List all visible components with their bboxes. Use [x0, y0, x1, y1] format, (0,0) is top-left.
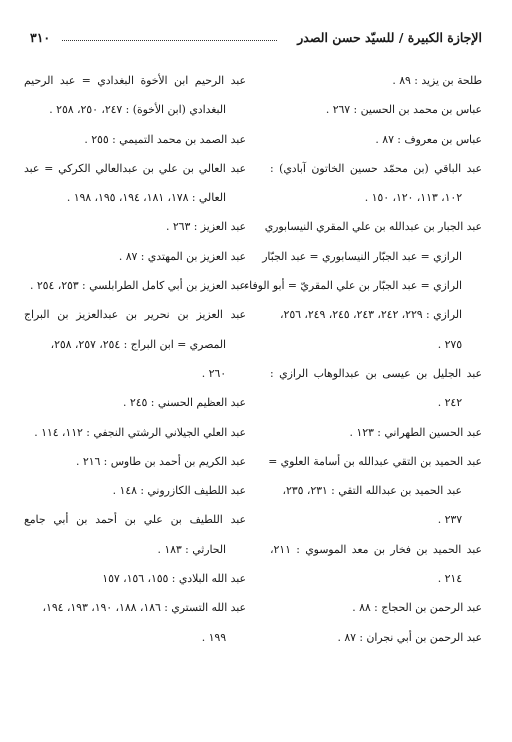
index-entry-line: عبد الجليل بن عيسى بن عبدالوهاب الرازي :	[270, 366, 482, 380]
index-entry-line: ٢٤٢ .	[437, 396, 462, 410]
page-header	[30, 30, 482, 52]
page-number: ٣١٠	[30, 30, 51, 45]
index-entry-line: الحارثي : ١٨٣ .	[157, 542, 226, 556]
index-entry-line: عبد اللطيف الكازروني : ١٤٨ .	[112, 484, 246, 498]
index-entry-line: البغدادي (ابن الأخوة) : ٢٤٧، ٢٥٠، ٢٥٨ .	[49, 103, 226, 117]
index-entry-line: ٢١٤ .	[437, 572, 462, 586]
index-entry-line: عبد العزيز بن نحرير بن عبدالعزيز بن البراج	[24, 308, 246, 322]
index-entry-line: الرازي = عبد الجبّار النيسابوري = عبد الجبّار	[262, 249, 462, 263]
index-entry-line: عبد الحسين الطهراني : ١٢٣ .	[349, 425, 482, 439]
header-dotted-leader	[62, 40, 277, 41]
index-entry-line: عبد الرحمن بن أبي نجران : ٨٧ .	[337, 630, 482, 644]
index-entry-line: الرازي : ٢٢٩، ٢٤٢، ٢٤٣، ٢٤٥، ٢٤٩، ٢٥٦،	[280, 308, 462, 322]
index-entry-line: عبد الحميد بن التقي عبدالله بن أسامة العلوي =	[268, 454, 482, 468]
index-entry-line: عبد العظيم الحسني : ٢٤٥ .	[123, 396, 246, 410]
index-entry-line: عباس بن محمد بن الحسين : ٢٦٧ .	[325, 103, 482, 117]
index-column-right	[244, 66, 482, 652]
index-entry-line: الرازي = عبد الجبّار بن علي المقريّ = أبو الوفاء	[244, 279, 462, 293]
index-entry-line: عبد العزيز بن المهتدي : ٨٧ .	[118, 249, 246, 263]
index-entry-line: ٢٣٧ .	[437, 513, 462, 527]
index-entry-line: ٢٦٠ .	[201, 366, 226, 380]
running-title: الإجازة الكبيرة / للسيّد حسن الصدر	[297, 30, 482, 45]
index-entry-line: عبد الرحمن بن الحجاج : ٨٨ .	[352, 601, 482, 615]
index-entry-line: عبد الرحيم ابن الأخوة البغدادي = عبد الرحيم	[24, 74, 246, 87]
index-entry-line: عبد اللطيف بن علي بن أحمد بن أبي جامع	[24, 513, 246, 527]
index-column-left	[24, 66, 246, 652]
index-entry-line: عبد الله البلادي : ١٥٥، ١٥٦، ١٥٧	[102, 572, 246, 586]
index-entry-line: عبد الباقي (بن محمّد حسين الخاتون آبادي) :	[270, 161, 482, 175]
index-entry-line: طلحة بن يزيد : ٨٩ .	[392, 74, 482, 87]
index-entry-line: عبد الكريم بن أحمد بن طاوس : ٢١٦ .	[75, 454, 246, 468]
index-entry-line: ٢٧٥ .	[437, 337, 462, 351]
index-entry-line: ١٠٢، ١١٣، ١٢٠، ١٥٠ .	[364, 191, 462, 205]
index-entry-line: عبد الجبار بن عبدالله بن علي المقري النيسابوري	[264, 220, 482, 234]
index-entry-line: عبد العزيز بن أبي كامل الطرابلسي : ٢٥٣، ٢٥٤ .	[30, 279, 246, 293]
index-entry-line: العالي : ١٧٨، ١٨١، ١٩٤، ١٩٥، ١٩٨ .	[66, 191, 226, 205]
index-entry-line: عبد الحميد بن فخار بن معد الموسوي : ٢١١،	[270, 542, 482, 556]
index-entry-line: عبد الله التستري : ١٨٦، ١٨٨، ١٩٠، ١٩٣، ١٩٤،	[42, 601, 246, 615]
index-entry-line: عبد الحميد بن عبدالله التقي : ٢٣١، ٢٣٥،	[282, 484, 462, 498]
index-entry-line: عبد العلي الجيلاني الرشتي النجفي : ١١٢، ١١٤ .	[34, 425, 246, 439]
index-entry-line: ١٩٩ .	[201, 630, 226, 644]
index-entry-line: المصري = ابن البراج : ٢٥٤، ٢٥٧، ٢٥٨،	[50, 337, 226, 351]
index-entry-line: عبد العالي بن علي بن عبدالعالي الكركي = عبد	[24, 161, 246, 175]
index-entry-line: عبد العزيز : ٢٦٣ .	[165, 220, 246, 234]
index-entry-line: عبد الصمد بن محمد التميمي : ٢٥٥ .	[84, 132, 246, 146]
index-entry-line: عباس بن معروف : ٨٧ .	[375, 132, 482, 146]
